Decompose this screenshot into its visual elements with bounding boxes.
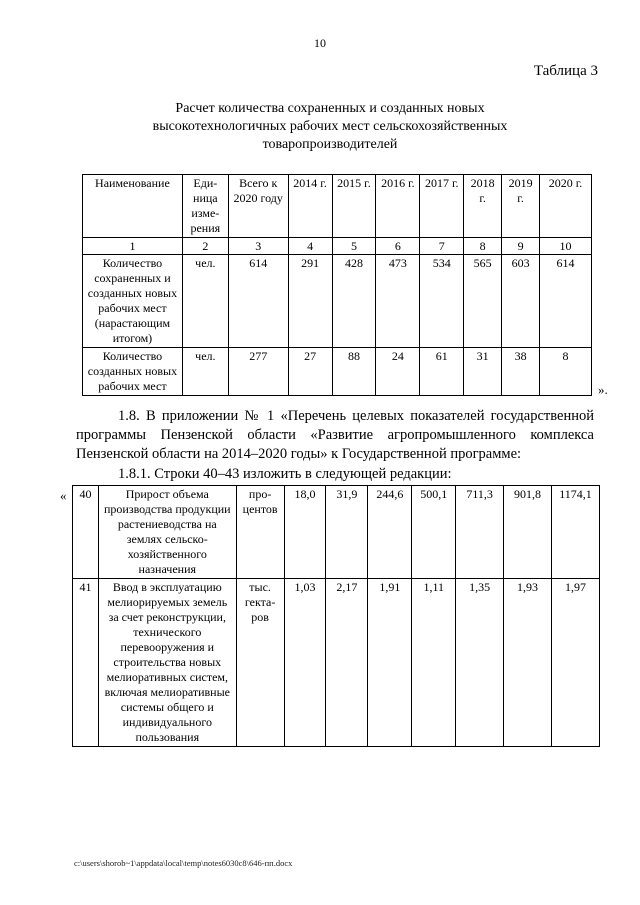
column-number: 9 xyxy=(502,238,540,255)
header-cell: 2020 г. xyxy=(540,175,592,238)
value-cell: 31 xyxy=(464,348,502,396)
table-row xyxy=(83,348,592,396)
column-number: 5 xyxy=(332,238,376,255)
table-title: Расчет количества сохраненных и созданных новых высокотехнологичных рабочих мест сельскохозяйственных товаропроизводителей xyxy=(152,101,508,152)
table-row xyxy=(83,255,592,348)
file-path-footer: c:\users\shorob~1\appdata\local\temp\notes6030c8\646-пп.docx xyxy=(74,858,293,868)
page-number: 10 xyxy=(314,36,326,50)
value-cell: 1,35 xyxy=(456,579,504,747)
column-number: 7 xyxy=(420,238,464,255)
value-cell: 61 xyxy=(420,348,464,396)
header-cell: 2018 г. xyxy=(464,175,502,238)
closing-quote: ». xyxy=(598,382,608,397)
header-cell: 2014 г. xyxy=(288,175,332,238)
unit-cell: про-центов xyxy=(236,486,284,579)
value-cell: 534 xyxy=(420,255,464,348)
value-cell: 901,8 xyxy=(504,486,552,579)
table-row xyxy=(73,486,600,579)
unit-cell: чел. xyxy=(182,348,228,396)
table-header-row xyxy=(83,175,592,238)
indicator-rows-table xyxy=(72,485,600,747)
value-cell: 2,17 xyxy=(326,579,368,747)
value-cell: 1,97 xyxy=(552,579,600,747)
value-cell: 244,6 xyxy=(368,486,412,579)
column-number: 4 xyxy=(288,238,332,255)
column-number: 3 xyxy=(228,238,288,255)
value-cell: 603 xyxy=(502,255,540,348)
value-cell: 1,91 xyxy=(368,579,412,747)
column-number: 8 xyxy=(464,238,502,255)
value-cell: 88 xyxy=(332,348,376,396)
unit-cell: тыс. гекта-ров xyxy=(236,579,284,747)
header-cell: 2019 г. xyxy=(502,175,540,238)
header-cell: Всего к 2020 году xyxy=(228,175,288,238)
table-row xyxy=(73,579,600,747)
header-cell: 2016 г. xyxy=(376,175,420,238)
row-label: Количество сохраненных и созданных новых рабочих мест (нарастающим итогом) xyxy=(83,255,183,348)
row-label: Прирост объема производства продукции растениеводства на землях сельско-хозяйственного назначения xyxy=(98,486,236,579)
value-cell: 38 xyxy=(502,348,540,396)
value-cell: 614 xyxy=(540,255,592,348)
value-cell: 24 xyxy=(376,348,420,396)
value-cell: 31,9 xyxy=(326,486,368,579)
paragraph-1-8-1: 1.8.1. Строки 40–43 изложить в следующей редакции: xyxy=(118,466,452,482)
value-cell: 711,3 xyxy=(456,486,504,579)
row-label: Ввод в эксплуатацию мелиорируемых земель за счет реконструкции, технического перевооружения и строительства новых мелиоративных систем, включая мелиоративные системы общего и индивидуального пользования xyxy=(98,579,236,747)
row-label: Количество созданных новых рабочих мест xyxy=(83,348,183,396)
opening-quote: « xyxy=(60,488,67,503)
column-number: 6 xyxy=(376,238,420,255)
column-number: 2 xyxy=(182,238,228,255)
header-cell: Еди-ница изме-рения xyxy=(182,175,228,238)
value-cell: 18,0 xyxy=(284,486,326,579)
row-number: 41 xyxy=(73,579,99,747)
value-cell: 1174,1 xyxy=(552,486,600,579)
header-cell: Наименование xyxy=(83,175,183,238)
value-cell: 473 xyxy=(376,255,420,348)
paragraph-1-8: 1.8. В приложении № 1 «Перечень целевых показателей государственной программы Пензенской области «Развитие агропромышленного комплекса Пензенской области на 2014–2020 годы» к Государственной программе: xyxy=(76,408,594,462)
header-cell: 2017 г. xyxy=(420,175,464,238)
header-cell: 2015 г. xyxy=(332,175,376,238)
value-cell: 27 xyxy=(288,348,332,396)
value-cell: 8 xyxy=(540,348,592,396)
column-number: 10 xyxy=(540,238,592,255)
value-cell: 565 xyxy=(464,255,502,348)
value-cell: 1,11 xyxy=(412,579,456,747)
value-cell: 428 xyxy=(332,255,376,348)
value-cell: 1,93 xyxy=(504,579,552,747)
value-cell: 277 xyxy=(228,348,288,396)
unit-cell: чел. xyxy=(182,255,228,348)
column-number-row xyxy=(83,238,592,255)
row-number: 40 xyxy=(73,486,99,579)
table-caption: Таблица 3 xyxy=(533,63,598,79)
value-cell: 500,1 xyxy=(412,486,456,579)
value-cell: 1,03 xyxy=(284,579,326,747)
value-cell: 291 xyxy=(288,255,332,348)
column-number: 1 xyxy=(83,238,183,255)
value-cell: 614 xyxy=(228,255,288,348)
jobs-table xyxy=(82,174,592,396)
